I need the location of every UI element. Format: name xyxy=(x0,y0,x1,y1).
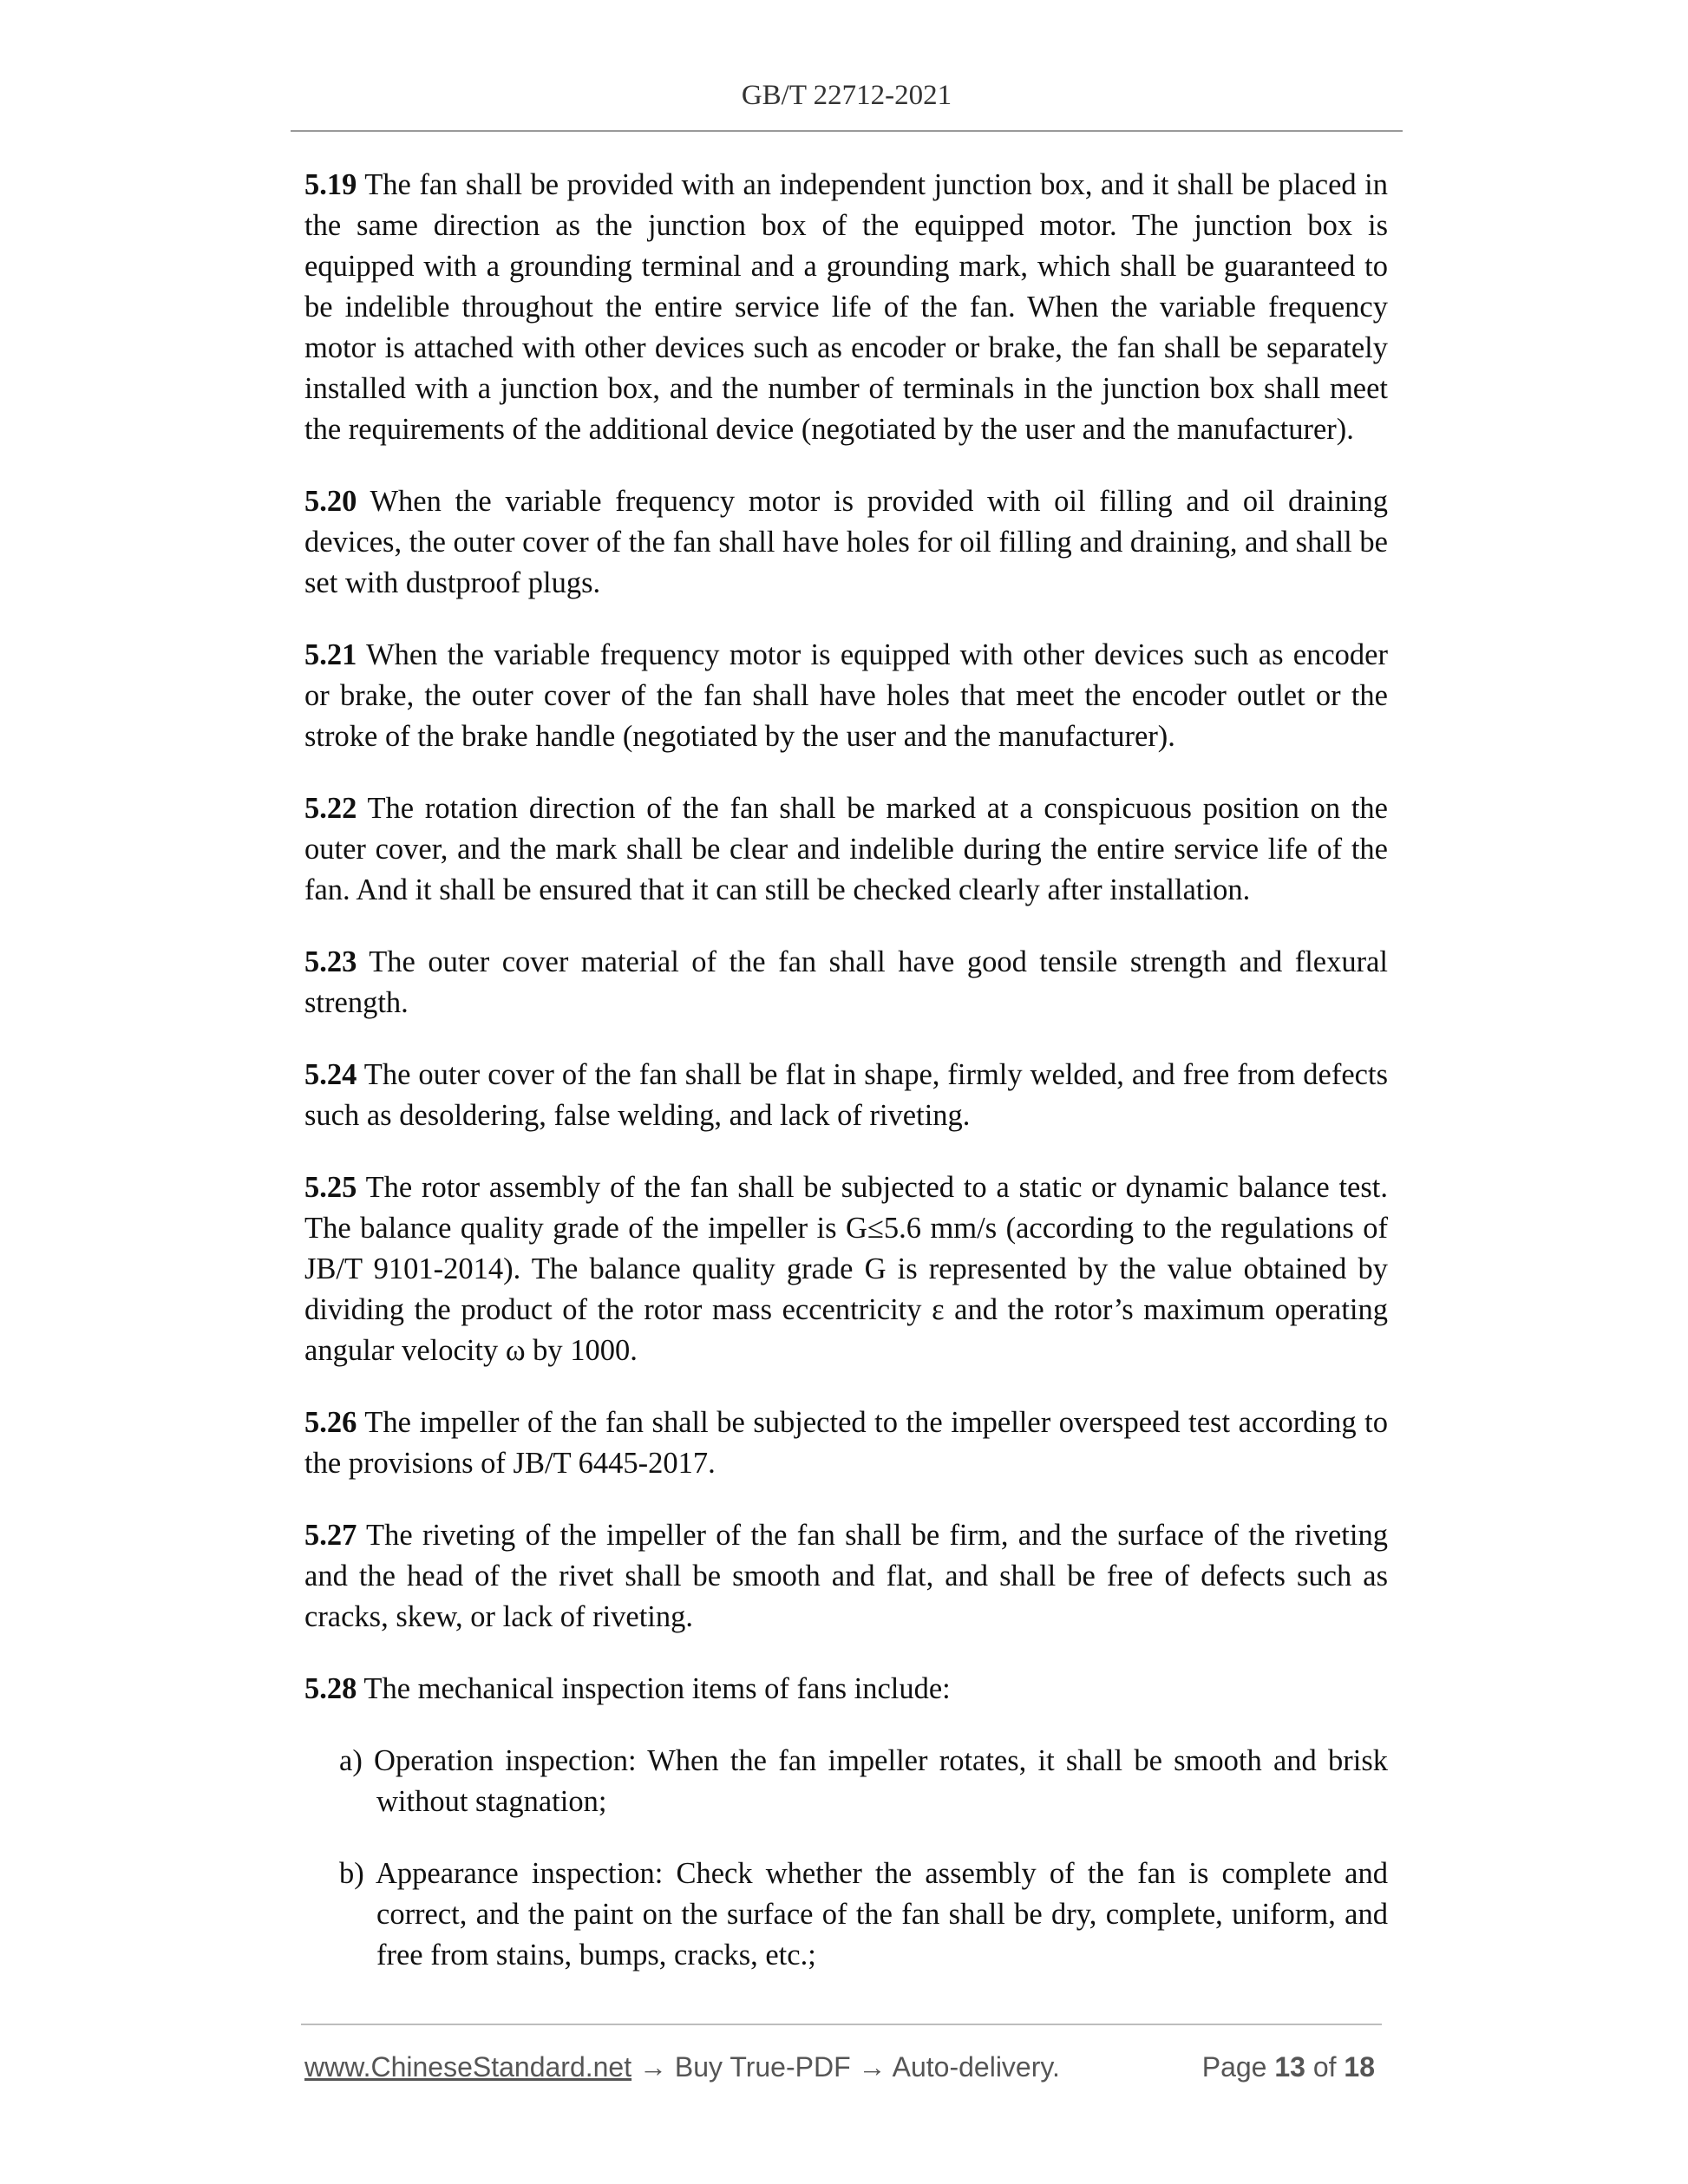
clause-text: The rotation direction of the fan shall be marked at a conspicuous position on the outer cover, and the mark shall be clear and indelible during the entire service life of the fan. And it shall be ensured that it can still be checked clearly after installation. xyxy=(304,792,1388,906)
clause-number: 5.21 xyxy=(304,638,357,671)
list-marker: b) xyxy=(339,1857,364,1890)
page-label: Page xyxy=(1201,2051,1267,2083)
clause-number: 5.24 xyxy=(304,1058,357,1091)
footer-promo-text: → Buy True-PDF → Auto-delivery. xyxy=(639,2051,1060,2083)
clause-text: When the variable frequency motor is equipped with other devices such as encoder or brake, the outer cover of the fan shall have holes that meet the encoder outlet or the stroke of the brake handle (negotiated by the user and the manufacturer). xyxy=(304,638,1388,753)
clause-number: 5.26 xyxy=(304,1406,357,1439)
standard-code-header: GB/T 22712-2021 xyxy=(741,80,952,111)
page-indicator xyxy=(1202,2045,1375,2089)
clause-5-28 xyxy=(304,1669,1388,1710)
clause-5-23 xyxy=(304,942,1388,1023)
clause-text: The impeller of the fan shall be subjected to the impeller overspeed test according to the provisions of JB/T 6445-2017. xyxy=(304,1406,1388,1480)
clause-5-20 xyxy=(304,481,1388,604)
clause-number: 5.27 xyxy=(304,1519,357,1552)
clause-text: The rotor assembly of the fan shall be subjected to a static or dynamic balance test. The balance quality grade of the impeller is G≤5.6 mm/s (according to the regulations of JB/T 9101-2014). The balance quality grade G is represented by the value obtained by dividing the product of the rotor mass eccentricity ε and the rotor’s maximum operating angular velocity ω by 1000. xyxy=(304,1171,1388,1367)
clause-number: 5.20 xyxy=(304,485,357,518)
clause-text: The outer cover material of the fan shall have good tensile strength and flexural strength. xyxy=(304,945,1388,1019)
total-pages-number: 18 xyxy=(1344,2051,1375,2083)
clause-text: The fan shall be provided with an independent junction box, and it shall be placed in the same direction as the junction box of the equipped motor. The junction box is equipped with a grounding terminal and a grounding mark, which shall be guaranteed to be indelible throughout the entire service life of the fan. When the variable frequency motor is attached with other devices such as encoder or brake, the fan shall be separately installed with a junction box, and the number of terminals in the junction box shall meet the requirements of the additional device (negotiated by the user and the manufacturer). xyxy=(304,168,1388,446)
footer-divider xyxy=(301,2024,1382,2025)
clause-number: 5.25 xyxy=(304,1171,357,1204)
list-marker: a) xyxy=(339,1744,363,1777)
page-footer xyxy=(304,2045,1382,2089)
clause-5-22 xyxy=(304,788,1388,911)
clause-text: When the variable frequency motor is provided with oil filling and oil draining devices, the outer cover of the fan shall have holes for oil filling and draining, and shall be set with dustproof plugs. xyxy=(304,485,1388,599)
clause-number: 5.22 xyxy=(304,792,357,825)
clause-5-26 xyxy=(304,1403,1388,1484)
chinesestandard-link[interactable]: www.ChineseStandard.net xyxy=(304,2051,632,2083)
list-item-b xyxy=(339,1854,1388,1976)
clause-5-25 xyxy=(304,1167,1388,1371)
clause-5-27 xyxy=(304,1515,1388,1638)
clause-number: 5.28 xyxy=(304,1672,357,1705)
list-item-text: Operation inspection: When the fan impeller rotates, it shall be smooth and brisk without stagnation; xyxy=(374,1744,1388,1818)
footer-promo xyxy=(304,2045,1060,2089)
clause-text: The riveting of the impeller of the fan shall be firm, and the surface of the riveting and the head of the rivet shall be smooth and flat, and shall be free of defects such as cracks, skew, or lack of riveting. xyxy=(304,1519,1388,1633)
clause-number: 5.19 xyxy=(304,168,357,201)
list-item-text: Appearance inspection: Check whether the assembly of the fan is complete and correct, and the paint on the surface of the fan shall be dry, complete, uniform, and free from stains, bumps, cracks, etc.; xyxy=(376,1857,1388,1971)
document-body xyxy=(304,165,1388,2007)
clause-number: 5.23 xyxy=(304,945,357,978)
header-divider xyxy=(291,130,1403,132)
clause-text: The outer cover of the fan shall be flat in shape, firmly welded, and free from defects such as desoldering, false welding, and lack of riveting. xyxy=(304,1058,1388,1132)
of-label: of xyxy=(1312,2051,1337,2083)
list-item-a xyxy=(339,1741,1388,1822)
clause-5-21 xyxy=(304,635,1388,757)
clause-5-24 xyxy=(304,1055,1388,1136)
clause-text: The mechanical inspection items of fans include: xyxy=(363,1672,951,1705)
current-page-number: 13 xyxy=(1274,2051,1305,2083)
clause-5-19 xyxy=(304,165,1388,450)
